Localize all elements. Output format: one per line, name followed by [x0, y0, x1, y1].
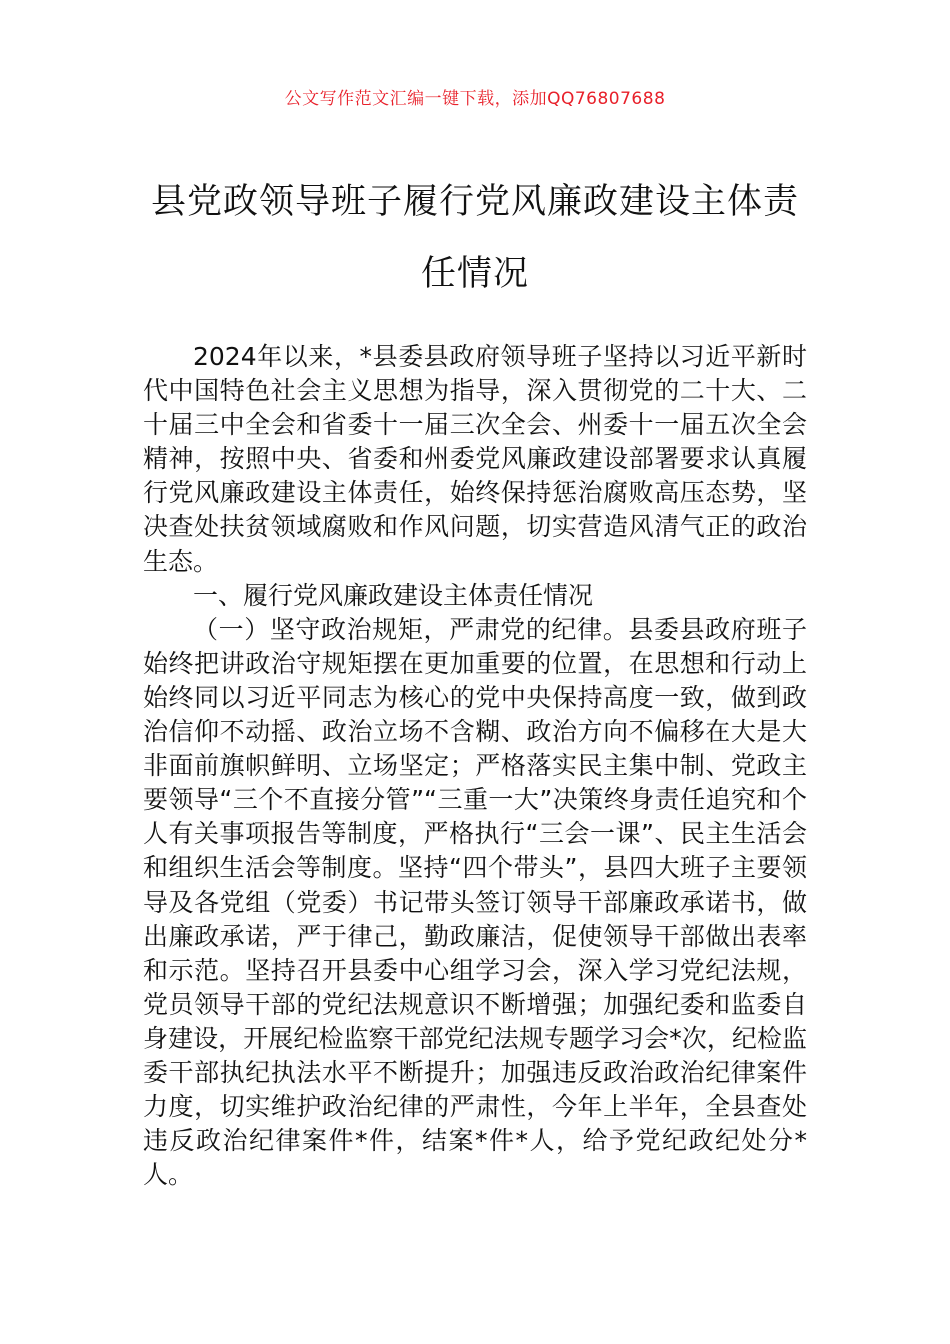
document-body	[143, 340, 807, 1192]
header-download-note: 公文写作范文汇编一键下载，添加QQ76807688	[284, 89, 666, 109]
subsection-paragraph-1: （一）坚守政治规矩，严肃党的纪律。县委县政府班子始终把讲政治守规矩摆在更加重要的位置，在思想和行动上始终同以习近平同志为核心的党中央保持高度一致，做到政治信仰不动摇、政治立场不含糊、政治方向不偏移在大是大非面前旗帜鲜明、立场坚定；严格落实民主集中制、党政主要领导“三个不直接分管”“三重一大”决策终身责任追究和个人有关事项报告等制度，严格执行“三会一课”、民主生活会和组织生活会等制度。坚持“四个带头”，县四大班子主要领导及各党组（党委）书记带头签订领导干部廉政承诺书，做出廉政承诺，严于律己，勤政廉洁，促使领导干部做出表率和示范。坚持召开县委中心组学习会，深入学习党纪法规，党员领导干部的党纪法规意识不断增强；加强纪委和监委自身建设，开展纪检监察干部党纪法规专题学习会*次，纪检监委干部执纪执法水平不断提升；加强违反政治政治纪律案件力度，切实维护政治纪律的严肃性，今年上半年，全县查处违反政治纪律案件*件，结案*件*人，给予党纪政纪处分*人。	[143, 614, 807, 1190]
section-heading-1: 一、履行党风廉政建设主体责任情况	[193, 580, 594, 610]
intro-paragraph: 2024年以来，*县委县政府领导班子坚持以习近平新时代中国特色社会主义思想为指导，深入贯彻党的二十大、二十届三中全会和省委十一届三次全会、州委十一届五次全会精神，按照中央、省委和州委党风廉政建设部署要求认真履行党风廉政建设主体责任，始终保持惩治腐败高压态势，坚决查处扶贫领域腐败和作风问题，切实营造风清气正的政治生态。	[143, 342, 807, 576]
document-title: 县党政领导班子履行党风廉政建设主体责任情况	[150, 182, 799, 294]
